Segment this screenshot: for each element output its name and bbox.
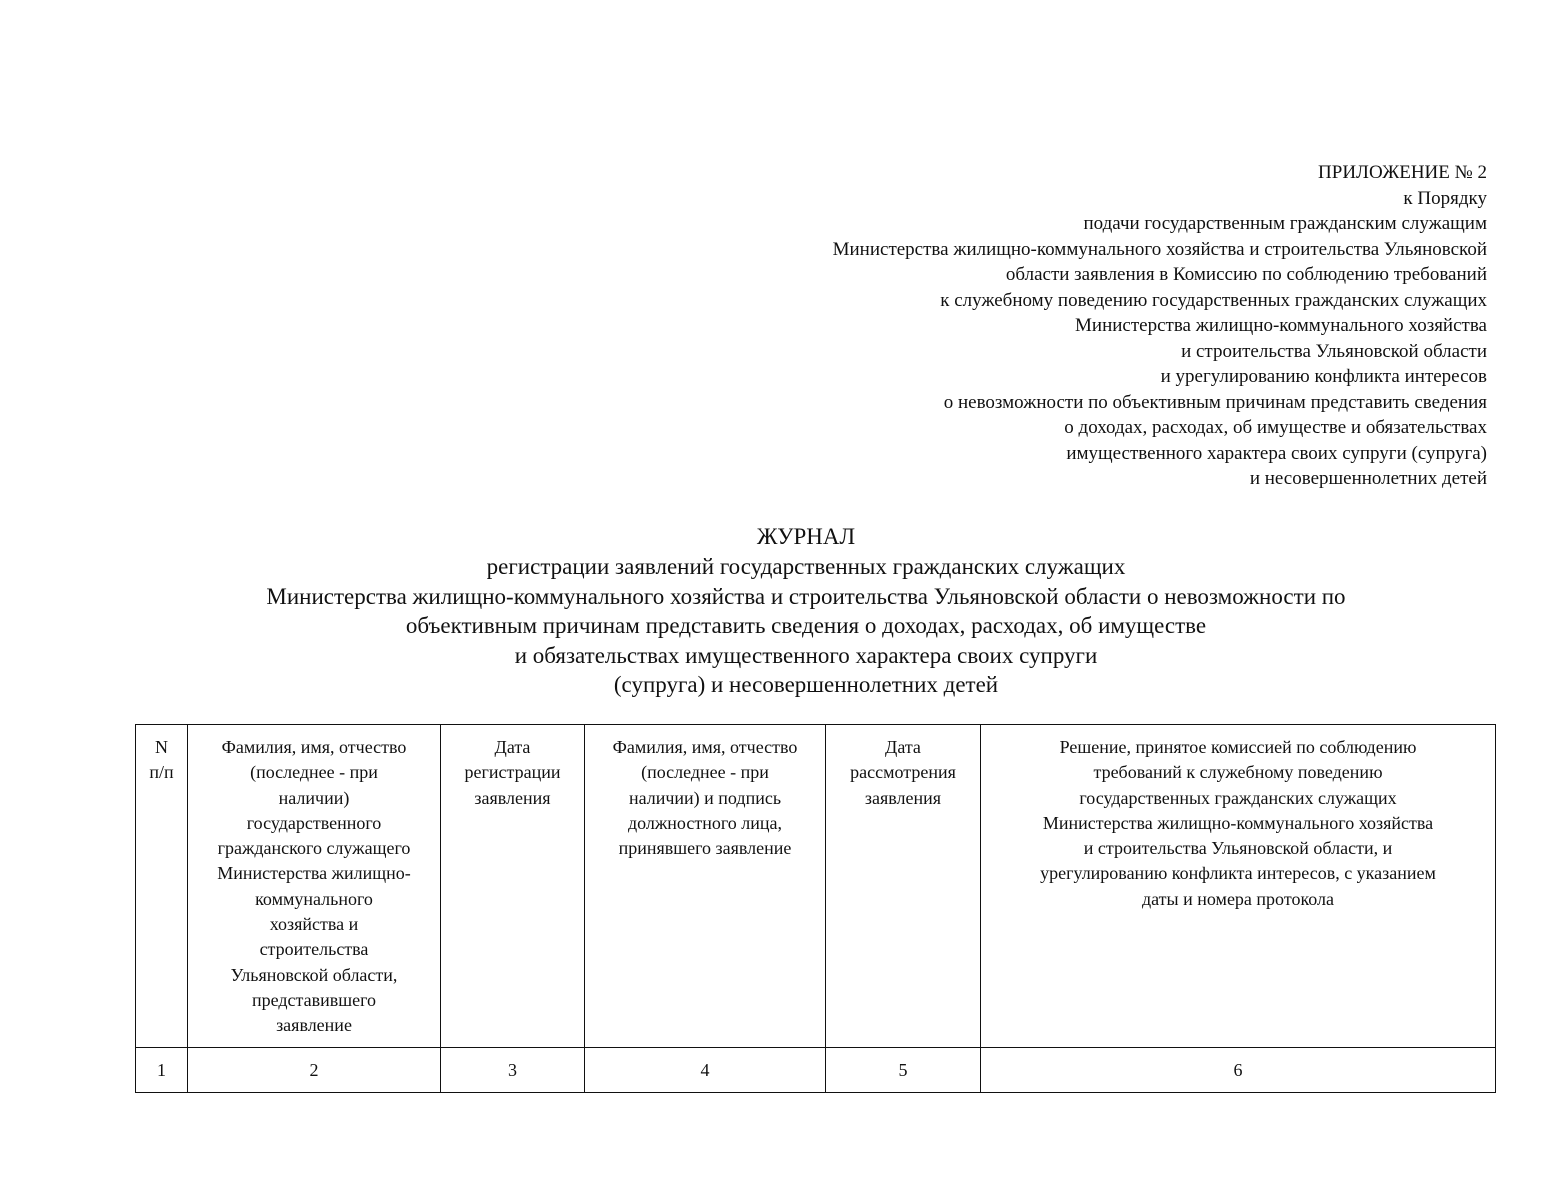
table-number-row — [136, 1048, 1496, 1093]
header-line: (последнее - при — [641, 762, 769, 783]
appendix-line: и несовершеннолетних детей — [1249, 468, 1487, 489]
header-line: должностного лица, — [627, 812, 783, 833]
appendix-line: к служебному поведению государственных гражданских служащих — [940, 289, 1487, 311]
header-line: принявшего заявление — [618, 838, 792, 859]
header-cell-decision — [981, 725, 1496, 1048]
header-line: коммунального — [255, 888, 373, 909]
header-line: даты и номера протокола — [1141, 888, 1335, 909]
journal-subtitle — [0, 552, 1553, 700]
journal-subtitle-line: (супруга) и несовершеннолетних детей — [613, 672, 999, 698]
header-line: п/п — [149, 762, 174, 783]
header-line: гражданского служащего — [217, 838, 411, 859]
column-number: 3 — [441, 1048, 585, 1093]
header-line: наличии) и подпись — [628, 787, 782, 808]
column-number: 1 — [136, 1048, 188, 1093]
header-line: хозяйства и — [269, 914, 359, 935]
header-line: требований к служебному поведению — [1093, 762, 1383, 783]
header-line: строительства — [259, 939, 369, 960]
header-line: Решение, принятое комиссией по соблюдению — [1059, 737, 1417, 757]
appendix-line: подачи государственным гражданским служащим — [1083, 213, 1487, 234]
journal-subtitle-line: регистрации заявлений государственных гражданских служащих — [486, 554, 1126, 579]
header-line: рассмотрения — [850, 762, 956, 783]
appendix-line: ПРИЛОЖЕНИЕ № 2 — [1318, 162, 1487, 183]
header-line: Фамилия, имя, отчество — [612, 737, 798, 757]
header-line: государственного — [246, 812, 382, 833]
header-line: (последнее - при — [250, 762, 378, 783]
header-line: заявление — [276, 1015, 352, 1036]
appendix-line: имущественного характера своих супруги (супруга) — [1066, 442, 1487, 464]
column-number: 6 — [981, 1048, 1496, 1093]
appendix-line: области заявления в Комиссию по соблюдению требований — [1005, 264, 1487, 285]
appendix-line: о доходах, расходах, об имуществе и обязательствах — [1064, 417, 1487, 438]
journal-table — [135, 724, 1496, 1093]
appendix-line: Министерства жилищно-коммунального хозяйства — [1075, 315, 1487, 336]
header-line: Дата — [885, 737, 921, 757]
appendix-line: к Порядку — [1403, 187, 1487, 209]
header-line: урегулированию конфликта интересов, с указанием — [1040, 863, 1436, 884]
appendix-line: и строительства Ульяновской области — [1181, 340, 1487, 362]
journal-title: ЖУРНАЛ — [756, 524, 856, 549]
header-line: Фамилия, имя, отчество — [221, 737, 407, 757]
appendix-block — [587, 160, 1487, 492]
table-header-row — [136, 725, 1496, 1048]
header-line: Министерства жилищно-коммунального хозяйства — [1042, 812, 1434, 833]
journal-subtitle-line: и обязательствах имущественного характера своих супруги — [514, 642, 1098, 668]
header-line: Ульяновской области, — [230, 964, 398, 985]
appendix-line: Министерства жилищно-коммунального хозяйства и строительства Ульяновской — [832, 238, 1487, 260]
column-number: 4 — [585, 1048, 826, 1093]
header-line: наличии) — [278, 787, 350, 808]
column-number: 2 — [188, 1048, 441, 1093]
header-cell-review-date — [826, 725, 981, 1048]
header-cell-official — [585, 725, 826, 1048]
header-cell-applicant — [188, 725, 441, 1048]
header-line: заявления — [474, 787, 551, 808]
header-line: государственных гражданских служащих — [1079, 787, 1397, 808]
header-line: представившего — [251, 989, 377, 1010]
header-line: Министерства жилищно- — [217, 863, 411, 884]
header-line: и строительства Ульяновской области, и — [1083, 838, 1393, 859]
journal-subtitle-line: Министерства жилищно-коммунального хозяйства и строительства Ульяновской области о невозможности по — [266, 583, 1346, 609]
column-number: 5 — [826, 1048, 981, 1093]
header-cell-registration-date — [441, 725, 585, 1048]
header-line: заявления — [864, 787, 942, 808]
header-cell-number — [136, 725, 188, 1048]
appendix-line: и урегулированию конфликта интересов — [1160, 366, 1487, 387]
appendix-line: о невозможности по объективным причинам представить сведения — [943, 391, 1487, 413]
header-line: N — [155, 737, 168, 757]
header-line: регистрации — [464, 762, 561, 783]
header-line: Дата — [494, 737, 531, 757]
journal-subtitle-line: объективным причинам представить сведения о доходах, расходах, об имуществе — [405, 613, 1207, 639]
